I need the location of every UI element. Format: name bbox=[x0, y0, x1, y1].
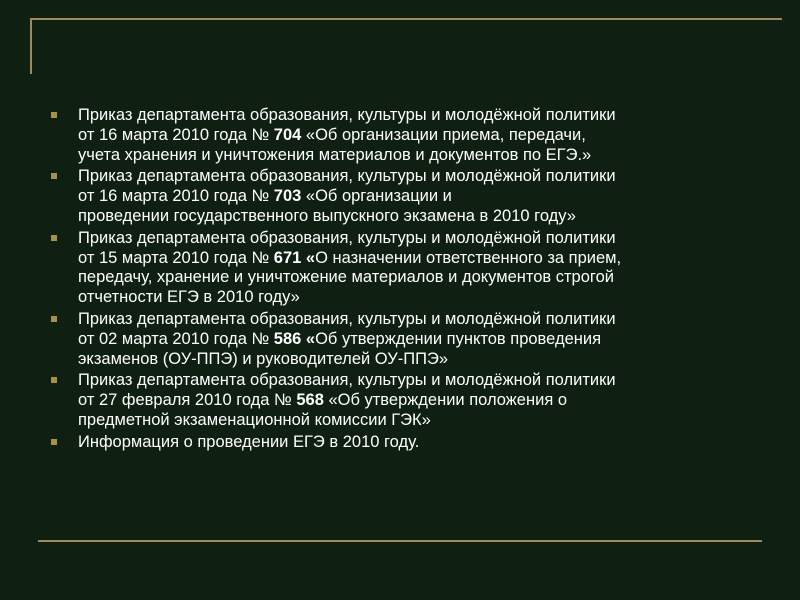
list-item-ege-info bbox=[44, 433, 764, 453]
item-text: от 15 марта 2010 года № bbox=[78, 248, 274, 267]
item-line bbox=[78, 330, 764, 350]
item-line: предметной экзаменационной комиссии ГЭК» bbox=[78, 410, 431, 429]
order-number: 671 « bbox=[273, 248, 316, 267]
item-line: Приказ департамента образования, культуры и молодёжной политики bbox=[78, 106, 616, 124]
item-line: передачу, хранение и уничтожение материалов и документов строгой bbox=[78, 268, 614, 287]
bullet-icon bbox=[51, 112, 57, 118]
item-text: «Об организации и bbox=[301, 187, 452, 206]
item-line: Приказ департамента образования, культуры и молодёжной политики bbox=[78, 371, 616, 390]
item-line: Приказ департамента образования, культуры и молодёжной политики bbox=[78, 167, 616, 186]
item-line bbox=[78, 126, 764, 146]
document-list bbox=[44, 106, 764, 455]
item-line bbox=[78, 249, 764, 269]
bullet-icon bbox=[51, 439, 57, 445]
list-item-order-568 bbox=[44, 371, 764, 430]
item-text: «Об утверждении положения о bbox=[323, 391, 568, 410]
order-number: 586 « bbox=[273, 329, 316, 348]
list-item-order-586 bbox=[44, 310, 764, 369]
bullet-icon bbox=[51, 235, 57, 241]
item-line: проведении государственного выпускного экзамена в 2010 году» bbox=[78, 206, 576, 225]
frame-bottom-line bbox=[38, 540, 762, 542]
bullet-icon bbox=[51, 173, 57, 179]
order-number: 568 bbox=[296, 391, 324, 410]
order-number: 703 bbox=[273, 187, 302, 206]
item-line: Приказ департамента образования, культуры и молодёжной политики bbox=[78, 228, 616, 247]
item-line: экзаменов (ОУ-ППЭ) и руководителей ОУ-ППЭ» bbox=[78, 349, 448, 368]
order-number: 704 bbox=[273, 125, 302, 144]
item-line: отчетности ЕГЭ в 2010 году» bbox=[78, 288, 300, 307]
frame-top-line bbox=[30, 18, 782, 20]
frame-vertical-line bbox=[30, 18, 32, 74]
bullet-icon bbox=[51, 377, 57, 383]
list-item-order-704 bbox=[44, 106, 764, 165]
bullet-icon bbox=[51, 316, 57, 322]
item-line bbox=[78, 187, 764, 207]
list-item-order-671 bbox=[44, 229, 764, 308]
item-text: от 02 марта 2010 года № bbox=[78, 329, 274, 348]
item-text: от 16 марта 2010 года № bbox=[78, 187, 274, 206]
item-line bbox=[78, 391, 764, 411]
item-text: от 27 февраля 2010 года № bbox=[78, 391, 297, 410]
item-text: О назначении ответственного за прием, bbox=[315, 248, 622, 267]
item-line: учета хранения и уничтожения материалов и документов по ЕГЭ.» bbox=[78, 145, 592, 164]
item-text: Об утверждении пунктов проведения bbox=[315, 329, 602, 348]
item-text: от 16 марта 2010 года № bbox=[78, 125, 274, 144]
item-line: Информация о проведении ЕГЭ в 2010 году. bbox=[78, 432, 420, 451]
item-line: Приказ департамента образования, культуры и молодёжной политики bbox=[78, 309, 616, 328]
item-text: «Об организации приема, передачи, bbox=[301, 125, 586, 144]
list-item-order-703 bbox=[44, 167, 764, 226]
